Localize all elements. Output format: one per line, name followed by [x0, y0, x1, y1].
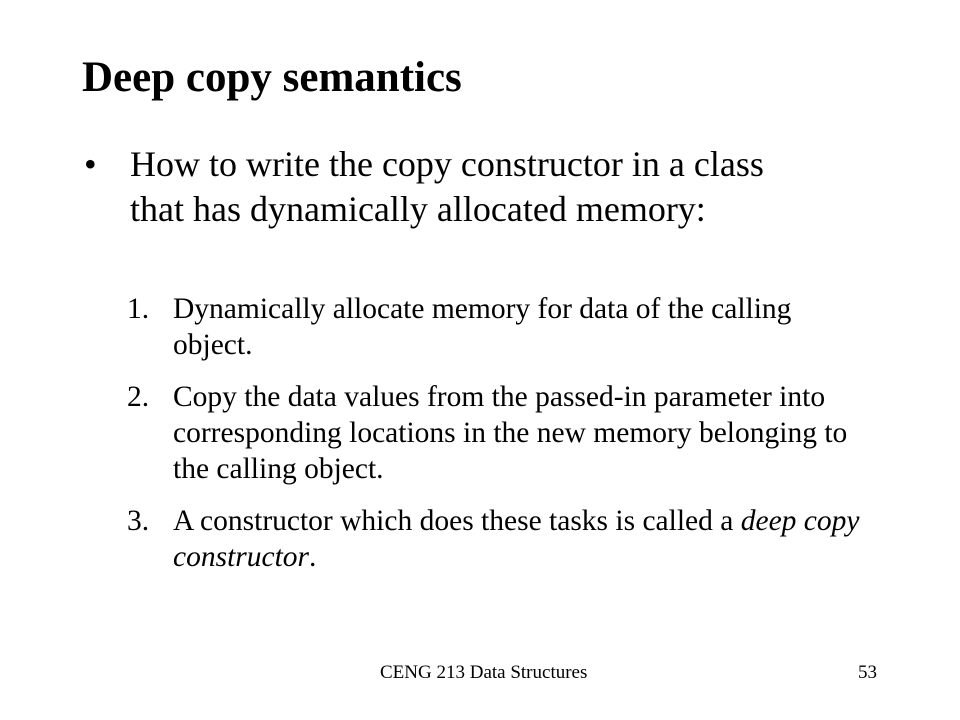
step-text-before: A constructor which does these tasks is called a [173, 505, 741, 537]
main-bullet-text: How to write the copy constructor in a class that has dynamically allocated memory: [130, 144, 764, 229]
step-number: 1. [127, 293, 150, 325]
step-item-1 [127, 291, 867, 363]
footer-course-name: CENG 213 Data Structures [380, 662, 588, 683]
step-number: 2. [127, 381, 150, 413]
step-item-3 [127, 503, 867, 575]
deep-copy-constructor-term: deep copy constructor [173, 505, 860, 573]
step-item-2 [127, 379, 867, 487]
step-text-after: . [309, 541, 317, 573]
step-text: Dynamically allocate memory for data of the calling object. [173, 293, 792, 361]
bullet-dot: • [84, 144, 97, 184]
step-text: Copy the data values from the passed-in parameter into corresponding locations in the new memory belonging to the calling object. [173, 381, 848, 485]
step-number: 3. [127, 505, 150, 537]
page-number: 53 [858, 662, 877, 683]
slide-title: Deep copy semantics [82, 54, 462, 101]
steps-list [127, 291, 867, 591]
